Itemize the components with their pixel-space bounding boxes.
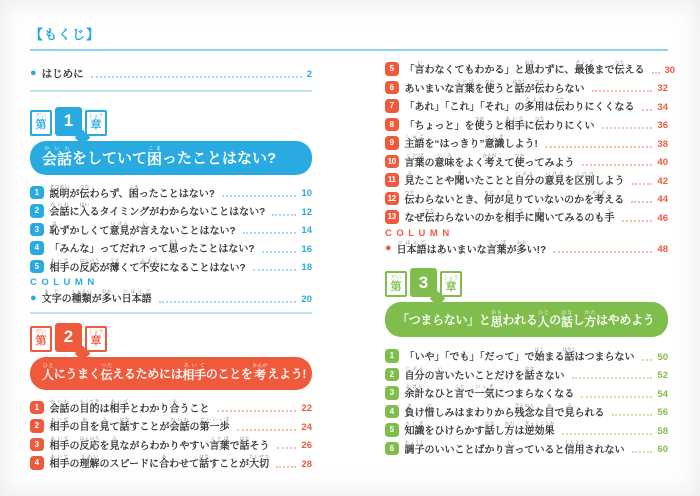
- toc-item-row: [385, 58, 676, 77]
- toc-item-row: [30, 452, 312, 471]
- toc-item-row: [30, 256, 312, 275]
- item-title: 言葉ことばの意味いみをよく考かんがえて使つかってみよう: [404, 152, 575, 169]
- toc-item-row: [385, 419, 668, 438]
- badge-prefix-ruby: だい: [35, 113, 46, 119]
- page-number: 60: [657, 444, 668, 455]
- page-number: 56: [657, 407, 668, 418]
- left-column: [30, 54, 312, 471]
- dot-leader: [581, 396, 652, 398]
- chapter-3-section: [385, 268, 668, 456]
- toc-item-row: [385, 188, 668, 207]
- item-number: 10: [385, 155, 399, 169]
- item-number: 3: [30, 223, 44, 237]
- section-divider: [30, 90, 312, 92]
- toc-item-row: [30, 415, 312, 434]
- dot-leader: [602, 127, 653, 129]
- circle-bullet-icon: ●: [30, 66, 37, 79]
- item-title: 「あれ」「これ」「それ」の多用たようは伝つたわりにくくなる: [404, 97, 635, 113]
- item-number: 4: [30, 456, 44, 470]
- page-number: 44: [657, 194, 668, 205]
- toc-header: [30, 24, 668, 51]
- item-number: 6: [385, 81, 399, 95]
- right-column: [385, 54, 676, 456]
- page-number: 30: [664, 64, 676, 76]
- item-number: 11: [385, 173, 399, 187]
- column-item-row: [30, 290, 312, 306]
- dot-leader: [277, 447, 297, 449]
- badge-suffix-ruby: しょう: [88, 113, 104, 119]
- dot-leader: [217, 410, 297, 412]
- item-title: 「言いわなくてもわかる」と思おもわずに、最後さいごまで伝つたえる: [404, 60, 645, 76]
- toc-item-row: [385, 77, 668, 96]
- intro-row: [30, 62, 312, 81]
- badge-suffix: [85, 110, 107, 136]
- item-number: 2: [30, 204, 44, 218]
- circle-bullet-icon: ●: [385, 242, 392, 254]
- page-number: 52: [657, 370, 668, 381]
- item-number: 1: [385, 349, 399, 363]
- chapter-items: [385, 58, 676, 225]
- toc-item-row: [385, 401, 668, 420]
- item-number: 2: [385, 368, 399, 382]
- item-title: 調子ちょうしのいいことばかり言いっていると信用しんようされない: [404, 439, 625, 456]
- chapter-items: [30, 182, 312, 275]
- dot-leader: [572, 377, 653, 379]
- dot-leader: [642, 359, 653, 361]
- badge-suffix: [440, 271, 462, 297]
- toc-item-row: [30, 219, 312, 238]
- page-number: 54: [657, 388, 668, 400]
- dot-leader: [631, 201, 652, 203]
- page-number: 34: [657, 101, 668, 113]
- toc-item-row: [385, 438, 668, 457]
- badge-suffix-kanji: 章: [445, 280, 457, 293]
- chapter-title: 「つまらない」と 思おも われる 人ひと の 話はな し 方かた はやめよう: [385, 302, 668, 337]
- item-title: なぜ伝つたわらないのかを相手あいてに聞きいてみるのも手て: [404, 208, 615, 224]
- item-number: 1: [30, 186, 44, 200]
- item-title: 負まけ惜おしみはまわりから残念ざんねんな目めで見みられる: [404, 402, 605, 419]
- dot-leader: [632, 183, 653, 185]
- page-number: 26: [301, 440, 312, 451]
- toc-item-row: [30, 237, 312, 256]
- item-title: 説明せつめいが伝つたわらず、困こまったことはない?: [49, 183, 215, 200]
- dot-leader: [159, 301, 297, 303]
- chapter-badge: [30, 323, 120, 352]
- dot-leader: [562, 433, 653, 435]
- badge-suffix-kanji: 章: [90, 335, 102, 347]
- item-title: 自分じぶんの言いいたいことだけを話はなさない: [404, 365, 565, 382]
- chapter-1-section: [30, 107, 312, 314]
- item-number: 3: [30, 438, 44, 452]
- item-title: 「ちょっと」を使つかうと相手あいてに伝つたわりにくい: [404, 115, 595, 132]
- chapter-badge: [30, 107, 120, 136]
- page-number: 2: [306, 68, 312, 80]
- toc-item-row: [385, 169, 668, 188]
- page-number: 58: [657, 425, 668, 437]
- toc-item-row: [385, 382, 668, 401]
- badge-prefix-kanji: 第: [35, 119, 47, 131]
- item-title: 相手あいての理解りかいのスピードに合あわせて話はなすことが大切たいせつ: [49, 454, 270, 470]
- toc-item-row: [385, 95, 668, 114]
- badge-prefix-ruby: だい: [35, 329, 46, 335]
- item-number: 13: [385, 210, 399, 224]
- dot-leader: [262, 251, 297, 253]
- item-number: 12: [385, 192, 399, 206]
- toc-item-row: [385, 345, 668, 364]
- item-title: 知識ちしきをひけらかす話はなし方かたは逆効果ぎゃくこうか: [404, 421, 555, 437]
- item-title: 「みんな」ってだれ? って思おもったことはない?: [49, 239, 255, 255]
- page-number: 42: [657, 175, 668, 187]
- item-number: 5: [385, 62, 399, 76]
- badge-prefix: [385, 271, 407, 297]
- circle-bullet-icon: ●: [30, 291, 37, 304]
- item-number: 6: [385, 442, 399, 456]
- item-title: 会話かいわに入はいるタイミングがわからないことはない?: [49, 202, 266, 218]
- dot-leader: [622, 220, 653, 222]
- toc-item-row: [30, 397, 312, 416]
- chapter-badge: [385, 268, 475, 297]
- item-number: 8: [385, 118, 399, 132]
- chapter-title: 会話かいわ をしていて 困こま ったことはない?: [30, 141, 312, 175]
- intro-label: はじめに: [41, 67, 84, 80]
- section-divider: [30, 312, 312, 314]
- item-number: 7: [385, 99, 399, 113]
- item-title: あいまいな言葉ことばを使つかうと話はなしが伝つたわらない: [404, 78, 585, 95]
- toc-item-row: [30, 200, 312, 219]
- page-number: 16: [301, 243, 312, 255]
- toc-item-row: [385, 114, 668, 133]
- dot-leader: [592, 90, 653, 92]
- badge-chapter-number: 1: [55, 107, 82, 136]
- dot-leader: [272, 214, 296, 216]
- page-number: 48: [657, 244, 668, 255]
- toc-item-row: [385, 132, 668, 151]
- badge-prefix: [30, 110, 52, 136]
- badge-prefix-kanji: 第: [390, 280, 402, 293]
- intro-section: [30, 62, 312, 92]
- dot-leader: [222, 195, 297, 197]
- page-number: 38: [657, 138, 668, 150]
- badge-suffix-ruby: しょう: [443, 274, 459, 281]
- page-number: 36: [657, 120, 668, 131]
- item-title: 相手あいての目めを見みて話はなすことが会話かいわの第一歩だいいっぽ: [49, 417, 230, 433]
- item-number: 5: [30, 260, 44, 274]
- item-number: 5: [385, 423, 399, 437]
- item-title: 主語しゅごを“はっきり”意識いしきしよう!: [404, 134, 538, 150]
- page-number: 32: [657, 83, 668, 94]
- item-number: 9: [385, 136, 399, 150]
- toc-title: 【もくじ】: [30, 27, 101, 42]
- page-number: 14: [301, 225, 312, 236]
- page-number: 28: [301, 458, 312, 470]
- badge-chapter-number: 2: [55, 323, 82, 352]
- toc-item-row: [385, 151, 668, 170]
- chapter-title: 人ひと にうまく 伝つた えるためには 相手あいて のことを 考かんが えよう!: [30, 357, 312, 390]
- item-title: 相手あいての反応はんのうを見みながらわかりやすい言葉ことばで話はなそう: [49, 435, 270, 452]
- badge-chapter-number: 3: [410, 268, 437, 297]
- dot-leader: [553, 251, 652, 253]
- dot-leader: [237, 429, 297, 431]
- badge-prefix-ruby: だい: [390, 274, 401, 281]
- badge-suffix-ruby: しょう: [88, 329, 104, 335]
- page-number: 18: [301, 262, 312, 273]
- dot-leader: [652, 72, 660, 74]
- column-label: COLUMN: [385, 227, 454, 239]
- chapter-2-section: [30, 323, 312, 471]
- chapter-items: [30, 397, 312, 471]
- column-item-title: 日本語にほんごはあいまいな言葉ことばが多おおい!?: [396, 239, 547, 256]
- column-item-row: [385, 240, 668, 256]
- item-title: 伝つたわらないとき、何なにが足たりていないのかを考かんがえる: [404, 189, 625, 206]
- toc-item-row: [385, 364, 668, 383]
- toc-item-row: [385, 206, 668, 225]
- item-title: 「いや」「でも」「だって」で始はじまる話はなしはつまらない: [404, 347, 635, 363]
- item-title: 相手あいての反応はんのうが薄うすくて不安ふあんになることはない?: [49, 257, 246, 274]
- column-label: COLUMN: [30, 277, 99, 288]
- page-number: 46: [657, 212, 668, 224]
- item-number: 4: [30, 241, 44, 255]
- badge-suffix: [85, 326, 107, 352]
- item-title: 見みたことや聞きいたことと自分じぶんの意見いけんを区別くべつしよう: [404, 171, 625, 187]
- dot-leader: [545, 146, 653, 148]
- item-title: 会話かいわの目的もくてきは相手あいてとわかり合あうこと: [49, 398, 210, 415]
- item-number: 3: [385, 386, 399, 400]
- dot-leader: [253, 269, 297, 271]
- toc-item-row: [30, 434, 312, 453]
- item-number: 2: [30, 419, 44, 433]
- badge-suffix-kanji: 章: [90, 119, 102, 131]
- chapter-items: [385, 345, 668, 456]
- dot-leader: [582, 164, 653, 166]
- dot-leader: [612, 414, 653, 416]
- dot-leader: [276, 466, 296, 468]
- badge-prefix-kanji: 第: [35, 335, 47, 347]
- item-number: 4: [385, 405, 399, 419]
- page-number: 50: [657, 351, 668, 363]
- toc-item-row: [30, 182, 312, 201]
- dot-leader: [91, 76, 302, 78]
- page-number: 24: [301, 421, 312, 433]
- item-title: 恥はずかしくて意見いけんが言いえないことはない?: [49, 220, 236, 237]
- page-number: 40: [657, 157, 668, 168]
- column-item-title: 文字もじの種類しゅるいが多おおい日本語にほんご: [41, 289, 152, 305]
- item-title: 余計よけいなひと言ことで一気いっきにつまらなくなる: [404, 384, 575, 400]
- item-number: 1: [30, 401, 44, 415]
- page-number: 20: [301, 293, 312, 305]
- badge-prefix: [30, 326, 52, 352]
- page-number: 12: [301, 206, 312, 218]
- chapter-2-section-continued: [385, 58, 676, 256]
- dot-leader: [642, 109, 653, 111]
- page-number: 22: [301, 403, 312, 414]
- dot-leader: [632, 451, 653, 453]
- page-number: 10: [301, 188, 312, 199]
- dot-leader: [243, 232, 297, 234]
